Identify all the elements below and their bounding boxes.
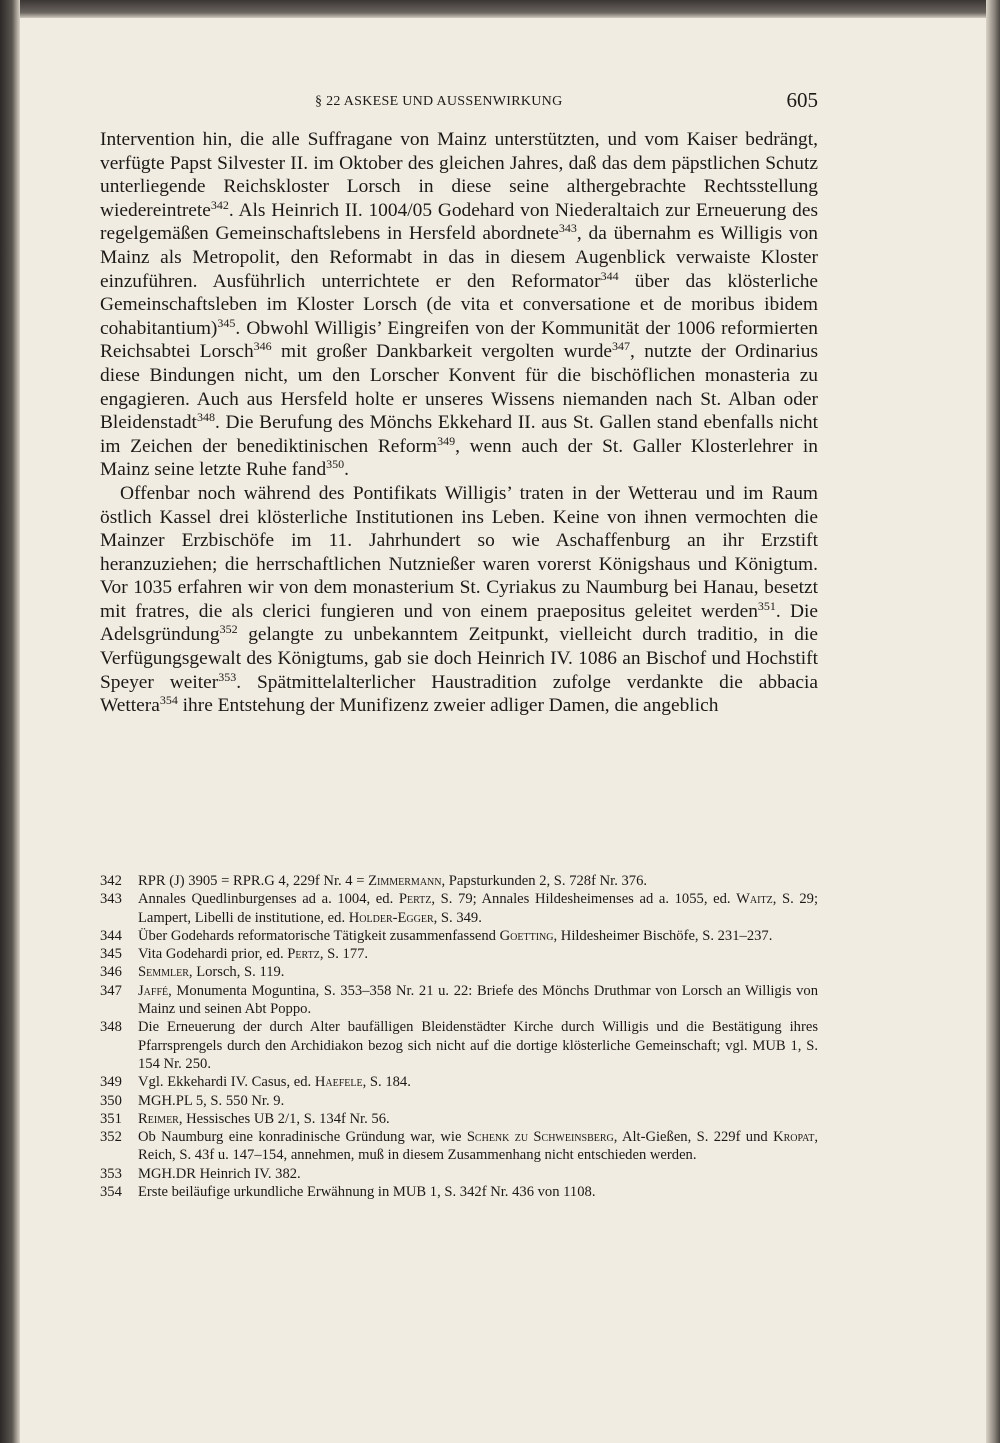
footnote-ref: 353 [218, 669, 237, 684]
footnote [100, 890, 818, 927]
text-run: . Als Heinrich II. 1004/05 Godehard von Niederaltaich zur Erneuerung des regelgemäßen Gemeinschaftslebens in Hersfeld abordnete [100, 199, 818, 245]
text-run: , S. 79; Annales Hildesheimenses ad a. 1055, ed. [431, 891, 737, 908]
text-run: , S. 184. [362, 1074, 411, 1091]
text-run: , Papsturkunden 2, S. 728f Nr. 376. [441, 873, 648, 889]
author-name: Schenk zu Schweinsberg [466, 1129, 614, 1146]
book-spine-shadow [0, 0, 20, 1443]
text-run: Vgl. Ekkehardi IV. Casus, ed. [138, 1074, 315, 1091]
footnote-number: 349 [100, 1074, 122, 1091]
footnote [100, 1018, 818, 1073]
text-run: , da übernahm es Willigis von Mainz als Metropolit, den Reformabt in das in diesem Augenblick verwaiste Kloster einzuführen. Ausführlich unterrichtete er den Reformator [100, 223, 818, 292]
footnote-ref: 349 [437, 433, 456, 448]
footnote [100, 1092, 818, 1110]
footnotes [100, 872, 818, 1201]
text-run: . Spätmittelalterlicher Haustradition zufolge verdankte die abbacia Wettera [100, 671, 818, 717]
footnote-number: 345 [100, 946, 122, 963]
page-number: 605 [786, 88, 818, 112]
text-run: , nutzte der Ordinarius diese Bindungen nicht, um den Lorscher Konvent für die bischöflichen monasteria zu engagieren. Auch aus Hersfeld holte er unseres Wissens niemanden nach St. Alban oder Bleidenstadt [100, 341, 818, 434]
page-edge-right [986, 0, 1000, 1443]
footnote [100, 982, 818, 1019]
footnote-number: 348 [100, 1019, 122, 1036]
paragraph-2 [100, 482, 818, 718]
text-run: , Alt-Gießen, S. 229f und [613, 1129, 774, 1146]
text-run: RPR (J) 3905 = RPR.G 4, 229f Nr. 4 = [138, 873, 369, 889]
text-run: Intervention hin, die alle Suffragane von Mainz unterstützten, und vom Kaiser bedrängt, verfügte Papst Silvester II. im Oktober des gleichen Jahres, daß das dem päpstlichen Schutz unterliegende Reichskloster Lorsch in diese seine althergebrachte Rechtsstellung wiedereintrete [100, 129, 818, 221]
author-name: Haefele [314, 1074, 363, 1091]
text-run: , S. 29; Lampert, Libelli de institutione, ed. [138, 891, 819, 926]
footnote [100, 1183, 818, 1201]
footnote-ref: 343 [558, 221, 577, 236]
footnote-number: 354 [100, 1184, 122, 1201]
text-run: Über Godehards reformatorische Tätigkeit zusammenfassend [138, 927, 500, 944]
footnote-number: 350 [100, 1092, 122, 1109]
text-run: , S. 349. [433, 909, 482, 926]
main-text [100, 128, 818, 718]
running-head: § 22 ASKESE UND AUSSENWIRKUNG [315, 94, 563, 109]
footnote-number: 344 [100, 927, 122, 944]
footnote [100, 1128, 818, 1165]
author-name: Zimmermann [368, 873, 442, 889]
author-name: Kropat [773, 1129, 815, 1146]
footnote [100, 872, 818, 890]
text-run: , Monumenta Moguntina, S. 353–358 Nr. 21 u. 22: Briefe des Mönchs Druthmar von Lorsch an Willigis von Mainz und seinen Abt Poppo. [138, 982, 818, 1018]
footnote-number: 343 [100, 891, 122, 908]
footnote-ref: 342 [210, 197, 229, 212]
text-run: Ob Naumburg eine konradinische Gründung war, wie [138, 1129, 467, 1146]
text-run: Erste beiläufige urkundliche Erwähnung in MUB 1, S. 342f Nr. 436 von 1108. [138, 1184, 596, 1201]
text-run: , Lorsch, S. 119. [188, 964, 285, 981]
text-run: Annales Quedlinburgenses ad a. 1004, ed. [138, 891, 399, 908]
author-name: Pertz [287, 946, 320, 963]
text-run: gelangte zu unbekanntem Zeitpunkt, vielleicht durch traditio, in die Verfügungsgewalt des Königtums, gab sie doch Heinrich IV. 1086 an Bischof und Hochstift Speyer weiter [100, 624, 818, 693]
text-run: . [344, 459, 349, 481]
footnote-number: 346 [100, 964, 122, 981]
footnote-number: 351 [100, 1110, 122, 1127]
footnote-ref: 344 [600, 268, 619, 283]
footnote [100, 927, 818, 945]
text-run: . Die Adelsgründung [100, 600, 818, 646]
text-run: Vita Godehardi prior, ed. [138, 946, 288, 963]
footnote-number: 347 [100, 982, 122, 999]
author-name: Waitz [736, 891, 773, 908]
text-run: über das klösterliche Gemeinschaftsleben im Kloster Lorsch (de vita et conversatione et de moribus ibidem cohabitantium) [100, 270, 819, 339]
author-name: Semmler [138, 964, 189, 981]
footnote [100, 1110, 818, 1128]
footnote [100, 945, 818, 963]
footnote-number: 342 [100, 873, 122, 889]
text-run: , S. 177. [319, 946, 369, 963]
footnote-ref: 350 [326, 457, 345, 472]
footnote-ref: 351 [757, 598, 776, 613]
footnote-number: 352 [100, 1129, 122, 1146]
text-run: ihre Entstehung der Munifizenz zweier adliger Damen, die angeblich [177, 695, 719, 717]
footnote-ref: 348 [196, 410, 215, 425]
text-run: , Reich, S. 43f u. 147–154, annehmen, muß in diesem Zusammenhang nicht entschieden werden. [138, 1129, 819, 1164]
text-run: Offenbar noch während des Pontifikats Willigis’ traten in der Wetterau und im Raum östlich Kassel drei klösterliche Institutionen ins Leben. Keine von ihnen vermochten die Mainzer Erzbischöfe im 11. Jahrhundert so wie Aschaffenburg an ihr Erzstift heranzuziehen; die herrschaftlichen Nutznießer waren vorerst Königshaus und Königtum. Vor 1035 erfahren wir von dem monasterium St. Cyriakus zu Naumburg bei Hanau, besetzt mit fratres, die als clerici fungieren und von einem praepositus geleitet werden [100, 482, 818, 622]
footnote [100, 1073, 818, 1091]
footnote-number: 353 [100, 1165, 122, 1182]
text-run: , wenn auch der St. Galler Klosterlehrer in Mainz seine letzte Ruhe fand [100, 435, 818, 481]
footnote-ref: 347 [612, 339, 631, 354]
text-run: . Obwohl Willigis’ Eingreifen von der Kommunität der 1006 reformierten Reichsabtei Lorsch [100, 317, 818, 363]
text-run: mit großer Dankbarkeit vergolten wurde [271, 341, 613, 363]
footnote [100, 963, 818, 981]
author-name: Reimer [138, 1110, 179, 1127]
author-name: Jaffé [138, 982, 169, 999]
text-run: , Hildesheimer Bischöfe, S. 231–237. [553, 927, 773, 944]
footnote-ref: 354 [159, 693, 178, 708]
footnote-ref: 345 [217, 315, 236, 330]
paragraph-1 [100, 128, 818, 482]
footnote-ref: 346 [253, 339, 272, 354]
text-run: MGH.PL 5, S. 550 Nr. 9. [138, 1092, 285, 1109]
author-name: Goetting [499, 927, 554, 944]
text-run: , Hessisches UB 2/1, S. 134f Nr. 56. [178, 1110, 390, 1127]
text-run: MGH.DR Heinrich IV. 382. [138, 1165, 301, 1182]
text-run: Die Erneuerung der durch Alter baufälligen Bleidenstädter Kirche durch Willigis und die Bestätigung ihres Pfarrsprengels durch den Archidiakon bezog sich nicht auf die dortige klösterliche Gemeinschaft; vgl. MUB 1, S. 154 Nr. 250. [138, 1019, 818, 1072]
footnote [100, 1165, 818, 1183]
footnote-ref: 352 [219, 622, 238, 637]
scan-edge-top [0, 0, 1000, 18]
author-name: Pertz [398, 891, 432, 908]
author-name: Holder-Egger [348, 909, 434, 926]
text-run: . Die Berufung des Mönchs Ekkehard II. aus St. Gallen stand ebenfalls nicht im Zeichen der benediktinischen Reform [100, 412, 818, 457]
page-header [100, 88, 818, 114]
